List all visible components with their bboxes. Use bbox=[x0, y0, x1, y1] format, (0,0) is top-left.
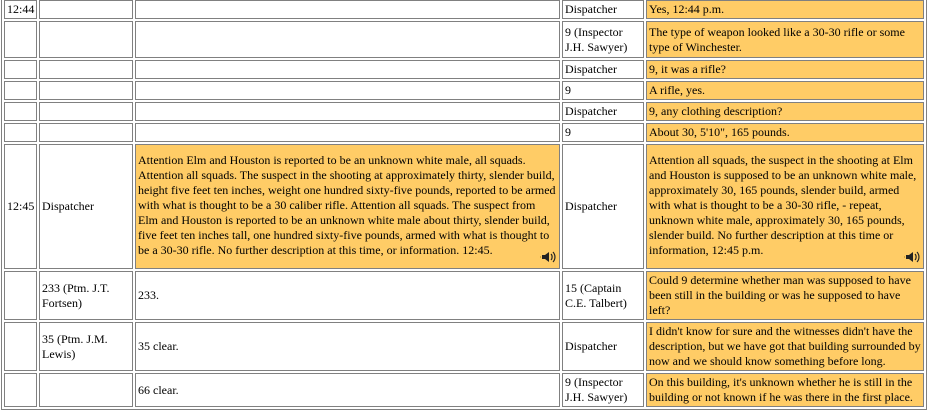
speaker-b-text: Dispatcher bbox=[565, 199, 617, 213]
transcript-row bbox=[4, 144, 924, 269]
message-b-cell bbox=[646, 81, 924, 100]
speaker-a-cell bbox=[39, 322, 133, 371]
message-a-text: Attention Elm and Houston is reported to be an unknown white male, all squads. Attention all squads. The suspect in the shooting at approximately thirty, slender build, height five feet ten inches, weight one hundred sixty-five pounds, reported to be armed with what is thought to be a 30 caliber rifle. Attention all squads. The suspect from Elm and Houston is reported to be an unknown white male about thirty, slender build, five feet ten inches tall, one hundred sixty-five pounds, armed with what is thought to be a 30-30 rifle. No further description at this time, or information. 12:45. bbox=[138, 152, 556, 257]
message-b-cell bbox=[646, 144, 924, 269]
speaker-b-cell bbox=[562, 271, 644, 320]
time-text: 12:44 bbox=[7, 2, 35, 16]
message-a-cell bbox=[135, 123, 560, 142]
transcript-row bbox=[4, 322, 924, 371]
message-a-cell bbox=[135, 60, 560, 79]
speaker-a-text: Dispatcher bbox=[42, 199, 94, 213]
time-cell bbox=[4, 271, 37, 320]
speaker-b-text: Dispatcher bbox=[565, 104, 617, 118]
transcript-rows bbox=[4, 0, 924, 407]
speaker-a-cell bbox=[39, 123, 133, 142]
speaker-a-cell bbox=[39, 21, 133, 58]
time-cell bbox=[4, 21, 37, 58]
message-a-cell bbox=[135, 322, 560, 371]
transcript-row bbox=[4, 271, 924, 320]
message-b-text: The type of weapon looked like a 30-30 rifle or some type of Winchester. bbox=[649, 24, 905, 54]
speaker-b-cell bbox=[562, 81, 644, 100]
speaker-b-cell bbox=[562, 322, 644, 371]
message-a-text: 233. bbox=[138, 288, 159, 302]
message-a-cell bbox=[135, 271, 560, 320]
message-b-cell bbox=[646, 373, 924, 407]
message-a-cell bbox=[135, 144, 560, 269]
message-a-cell bbox=[135, 0, 560, 19]
speaker-b-text: Dispatcher bbox=[565, 339, 617, 353]
speaker-b-text: Dispatcher bbox=[565, 2, 617, 16]
time-cell bbox=[4, 144, 37, 269]
message-b-text: Yes, 12:44 p.m. bbox=[649, 2, 725, 16]
speaker-a-cell bbox=[39, 144, 133, 269]
transcript-row bbox=[4, 0, 924, 19]
transcript-row bbox=[4, 102, 924, 121]
time-cell bbox=[4, 60, 37, 79]
message-b-text: Could 9 determine whether man was supposed to have been still in the building or was he supposed to have left? bbox=[649, 273, 911, 317]
message-b-text: 9, it was a rifle? bbox=[649, 62, 726, 76]
message-a-cell bbox=[135, 81, 560, 100]
radio-transcript-table bbox=[1, 0, 927, 410]
message-a-text: 66 clear. bbox=[138, 382, 179, 397]
speaker-b-cell bbox=[562, 60, 644, 79]
speaker-a-cell bbox=[39, 0, 133, 19]
message-b-text: About 30, 5'10", 165 pounds. bbox=[649, 125, 790, 139]
speaker-a-text: 233 (Ptm. J.T. Fortsen) bbox=[42, 280, 110, 310]
message-b-cell bbox=[646, 271, 924, 320]
time-cell bbox=[4, 81, 37, 100]
speaker-b-cell bbox=[562, 373, 644, 407]
speaker-b-text: Dispatcher bbox=[565, 62, 617, 76]
transcript-row bbox=[4, 21, 924, 58]
message-b-cell bbox=[646, 123, 924, 142]
transcript-row bbox=[4, 60, 924, 79]
speaker-a-cell bbox=[39, 81, 133, 100]
message-a-cell bbox=[135, 373, 560, 407]
speaker-a-cell bbox=[39, 102, 133, 121]
speaker-b-text: 9 bbox=[565, 83, 571, 97]
transcript-row bbox=[4, 373, 924, 407]
time-cell bbox=[4, 322, 37, 371]
speaker-b-cell bbox=[562, 144, 644, 269]
message-a-cell bbox=[135, 21, 560, 58]
time-cell bbox=[4, 102, 37, 121]
audio-speaker-icon[interactable] bbox=[903, 248, 921, 266]
speaker-a-cell bbox=[39, 60, 133, 79]
speaker-a-cell bbox=[39, 373, 133, 407]
speaker-b-cell bbox=[562, 0, 644, 19]
message-b-text: Attention all squads, the suspect in the shooting at Elm and Houston is supposed to be an unknown white male, approximately 30, 165 pounds, slender build, armed with what is thought to be a 30-30 rifle, - repeat, unknown white male, approximately 30, 165 pounds, slender build. No further description at this time or information, 12:45 p.m. bbox=[649, 152, 917, 257]
speaker-b-text: 9 bbox=[565, 125, 571, 139]
message-b-text: On this building, it's unknown whether he is still in the building or not known if he was there in the first place. bbox=[649, 375, 913, 404]
speaker-b-text: 15 (Captain C.E. Talbert) bbox=[565, 280, 627, 310]
message-b-cell bbox=[646, 60, 924, 79]
message-b-cell bbox=[646, 322, 924, 371]
speaker-b-cell bbox=[562, 123, 644, 142]
speaker-b-cell bbox=[562, 21, 644, 58]
message-b-cell bbox=[646, 21, 924, 58]
speaker-b-text: 9 (Inspector J.H. Sawyer) bbox=[565, 24, 628, 54]
time-cell bbox=[4, 373, 37, 407]
message-b-text: A rifle, yes. bbox=[649, 83, 705, 97]
time-text: 12:45 bbox=[7, 199, 35, 213]
audio-speaker-icon[interactable] bbox=[539, 248, 557, 266]
speaker-a-cell bbox=[39, 271, 133, 320]
message-a-text: 35 clear. bbox=[138, 339, 179, 353]
time-cell bbox=[4, 0, 37, 19]
message-b-text: 9, any clothing description? bbox=[649, 104, 783, 118]
transcript-row bbox=[4, 123, 924, 142]
speaker-b-cell bbox=[562, 102, 644, 121]
speaker-b-text: 9 (Inspector J.H. Sawyer) bbox=[565, 375, 628, 404]
message-b-text: I didn't know for sure and the witnesses didn't have the description, but we have got that building surrounded by now and we should know something before long. bbox=[649, 324, 921, 368]
speaker-a-text: 35 (Ptm. J.M. Lewis) bbox=[42, 331, 108, 361]
transcript-row bbox=[4, 81, 924, 100]
message-b-cell bbox=[646, 102, 924, 121]
message-b-cell bbox=[646, 0, 924, 19]
time-cell bbox=[4, 123, 37, 142]
message-a-cell bbox=[135, 102, 560, 121]
